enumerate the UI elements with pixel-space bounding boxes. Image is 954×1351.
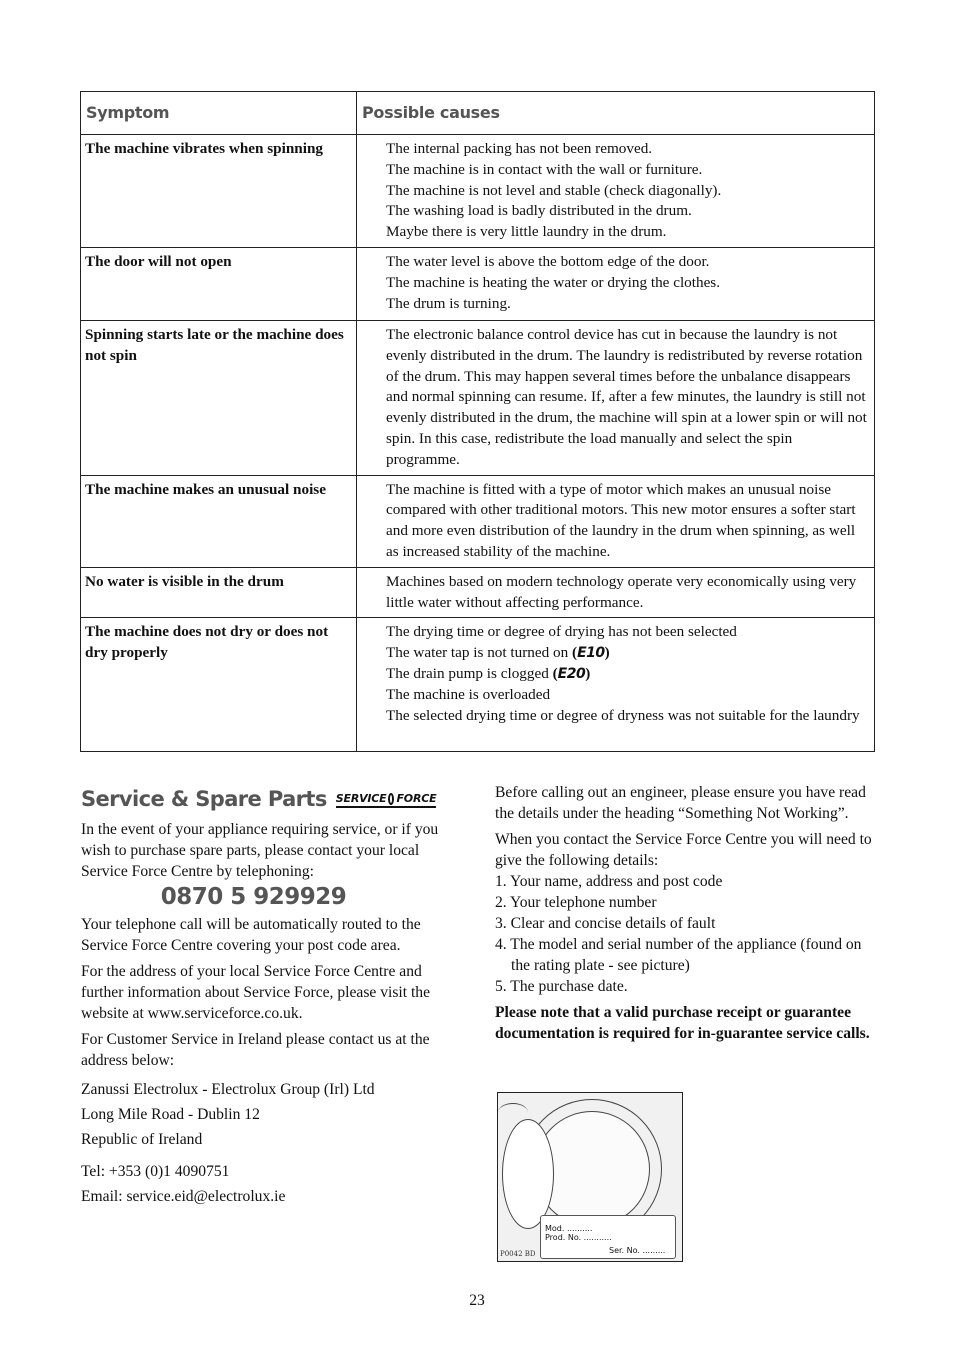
symptom-cell: The door will not open	[81, 247, 357, 320]
cause-line: The selected drying time or degree of dryness was not suitable for the laundry	[386, 706, 860, 724]
error-code-e10: E10	[577, 645, 605, 662]
service-phone-number: 0870 5 929929	[160, 884, 347, 910]
details-list	[495, 871, 873, 997]
symptom-cell: The machine does not dry or does not dry properly	[81, 618, 357, 752]
troubleshooting-table	[80, 91, 875, 752]
table-row	[81, 135, 875, 248]
cause-line: The machine is not level and stable (check diagonally).	[386, 181, 722, 199]
service-intro: In the event of your appliance requiring service, or if you wish to purchase spare parts, please contact your local Service Force Centre by telephoning:	[81, 821, 439, 880]
figure-code: P0042 BD	[500, 1250, 536, 1258]
table-row	[81, 567, 875, 618]
causes-cell	[357, 320, 875, 475]
routing-note: Your telephone call will be automatically routed to the Service Force Centre covering your post code area.	[81, 916, 421, 954]
cause-line: The machine is in contact with the wall or furniture.	[386, 160, 703, 178]
serial-number-field: Ser. No. .........	[609, 1246, 666, 1255]
table-row	[81, 618, 875, 752]
cause-line: The machine is heating the water or drying the clothes.	[386, 273, 721, 291]
causes-cell	[357, 135, 875, 248]
list-item: 2. Your telephone number	[495, 894, 657, 911]
address-line: Republic of Ireland	[81, 1131, 203, 1148]
table-header-row	[81, 92, 875, 135]
table-row	[81, 247, 875, 320]
cause-line: The drying time or degree of drying has not been selected	[386, 623, 737, 641]
serviceforce-logo: SERVICE FORCE	[336, 791, 437, 808]
guarantee-note: Please note that a valid purchase receipt or guarantee documentation is required for in-guarantee service calls.	[495, 1004, 870, 1042]
list-item: 1. Your name, address and post code	[495, 873, 723, 890]
symptom-cell: The machine vibrates when spinning	[81, 135, 357, 248]
open-door-icon	[502, 1119, 554, 1229]
section-title: Service & Spare Parts SERVICE FORCE	[81, 787, 437, 811]
email: Email: service.eid@electrolux.ie	[81, 1188, 286, 1205]
cause-line: Machines based on modern technology operate very economically using very little water without affecting performance.	[386, 572, 857, 611]
cause-line: The electronic balance control device has cut in because the laundry is not evenly distributed in the drum. The laundry is redistributed by reverse rotation of the drum. This may happen several times before the unbalance disappears and normal spinning can resume. If, after a few minutes, the laundry is still not evenly distributed in the drum, the machine will spin at a lower spin or will not spin. In this case, redistribute the load manually and select the spin programme.	[386, 325, 867, 468]
address-line: Zanussi Electrolux - Electrolux Group (Irl) Ltd	[81, 1081, 375, 1098]
before-calling-note: Before calling out an engineer, please ensure you have read the details under the heading “Something Not Working”.	[495, 784, 866, 822]
symptom-cell: Spinning starts late or the machine does not spin	[81, 320, 357, 475]
cause-line: The water level is above the bottom edge of the door.	[386, 252, 710, 270]
telephone: Tel: +353 (0)1 4090751	[81, 1163, 230, 1180]
causes-cell	[357, 475, 875, 567]
page-number: 23	[469, 1292, 485, 1309]
door-hinge-icon	[498, 1103, 528, 1122]
symptom-cell: The machine makes an unusual noise	[81, 475, 357, 567]
cause-line: The drum is turning.	[386, 294, 511, 312]
address-line: Long Mile Road - Dublin 12	[81, 1106, 260, 1123]
product-number-field: Prod. No. ...........	[545, 1233, 612, 1242]
cause-line: The washing load is badly distributed in the drum.	[386, 202, 692, 220]
symptom-cell: No water is visible in the drum	[81, 567, 357, 618]
cause-line: Maybe there is very little laundry in the drum.	[386, 223, 667, 241]
list-item: 5. The purchase date.	[495, 978, 628, 995]
causes-header: Possible causes	[357, 92, 875, 135]
cause-line: The machine is overloaded	[386, 685, 551, 703]
rating-plate-label	[540, 1215, 676, 1259]
causes-cell	[357, 247, 875, 320]
table-row	[81, 475, 875, 567]
rating-plate-illustration	[497, 1092, 683, 1262]
causes-cell	[357, 567, 875, 618]
causes-cell	[357, 618, 875, 752]
cause-line: The internal packing has not been removed.	[386, 140, 653, 157]
symptom-header: Symptom	[81, 92, 357, 135]
ireland-note: For Customer Service in Ireland please contact us at the address below:	[81, 1031, 430, 1069]
cause-line: The water tap is not turned on (E10)	[386, 644, 610, 662]
error-code-e20: E20	[557, 665, 586, 682]
list-item: 3. Clear and concise details of fault	[495, 915, 716, 932]
website-note: For the address of your local Service Force Centre and further information about Service Force, please visit the website at www.serviceforce.co.uk.	[81, 963, 431, 1022]
contact-note: When you contact the Service Force Centre you will need to give the following details:	[495, 831, 872, 869]
service-section	[81, 784, 461, 1212]
details-section	[495, 782, 873, 1049]
model-field: Mod. ..........	[545, 1224, 593, 1233]
logo-mark-icon	[388, 793, 394, 805]
cause-line: The machine is fitted with a type of motor which makes an unusual noise compared with other traditional motors. This new motor ensures a softer start and more even distribution of the laundry in the drum when spinning, as well as increased stability of the machine.	[386, 480, 856, 560]
list-item: 4. The model and serial number of the appliance (found on the rating plate - see picture)	[495, 936, 862, 974]
table-row	[81, 320, 875, 475]
cause-line: The drain pump is clogged (E20)	[386, 664, 591, 682]
